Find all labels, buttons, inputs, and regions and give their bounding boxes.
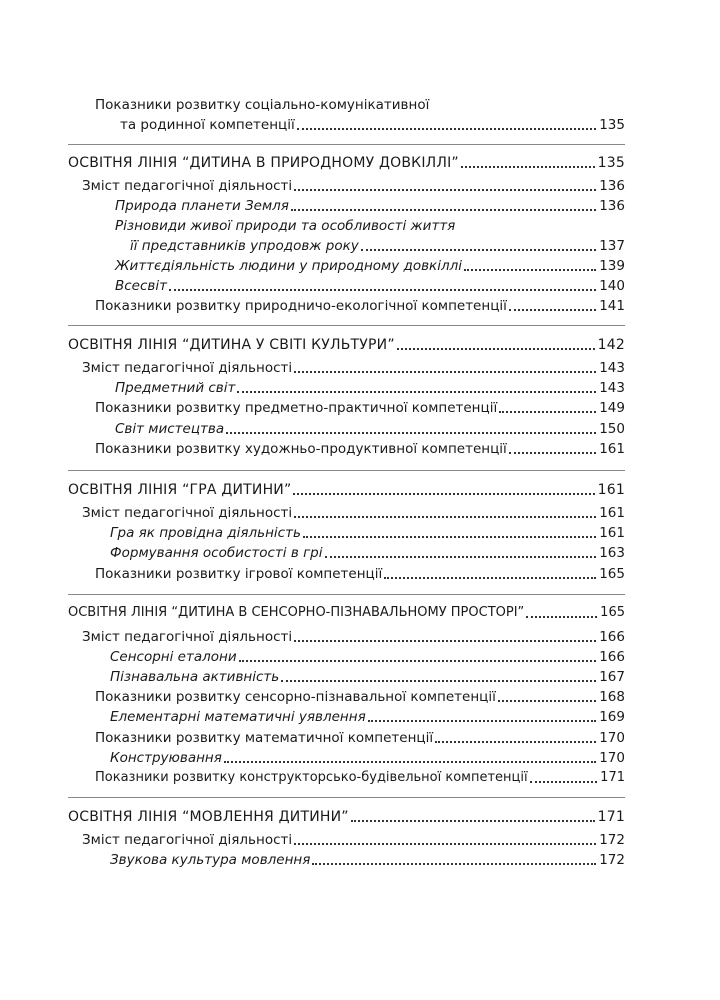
toc-page-number: 139 (599, 258, 625, 274)
toc-entry-text: ОСВІТНЯ ЛІНІЯ “ДИТИНА У СВІТІ КУЛЬТУРИ” (68, 337, 395, 353)
toc-entry-text: Зміст педагогічної діяльності (82, 505, 293, 521)
dot-leader (169, 288, 596, 291)
toc-entry-text: Показники розвитку сенсорно-пізнавальної компетенції (95, 689, 496, 705)
toc-entry (82, 628, 625, 646)
toc-entry-text: Всесвіт (115, 278, 167, 294)
toc-section-heading (68, 154, 625, 172)
toc-entry-text: Предметний світ (115, 380, 236, 396)
dot-leader (294, 515, 596, 518)
toc-page-number: 170 (599, 750, 625, 766)
toc-page-number: 170 (599, 730, 625, 746)
dot-leader (293, 492, 594, 495)
dot-leader (281, 679, 596, 682)
toc-page-number: 169 (599, 709, 625, 725)
toc-section-heading (68, 336, 625, 354)
dot-leader (464, 268, 596, 271)
toc-entry (120, 116, 625, 134)
toc-entry-text: Формування особистості в грі (110, 545, 323, 561)
toc-entry (115, 197, 625, 215)
dot-leader (294, 370, 596, 373)
toc-entry-text: Показники розвитку художньо-продуктивної компетенції (95, 441, 507, 457)
dot-leader (361, 248, 597, 251)
toc-page-number: 135 (597, 155, 625, 171)
toc-entry-text: Сенсорні еталони (110, 649, 237, 665)
toc-page-number: 142 (597, 337, 625, 353)
toc-entry-text: Світ мистецтва (115, 421, 225, 437)
toc-section-heading (68, 808, 625, 826)
toc-entry-text: Різновиди живої природи та особливості життя (115, 218, 456, 234)
toc-section-heading (68, 604, 625, 622)
divider (68, 470, 625, 471)
toc-entry (95, 297, 625, 315)
dot-leader (226, 431, 596, 434)
toc-entry-text: та родинної компетенції (120, 117, 295, 133)
toc-page-number: 171 (597, 809, 625, 825)
toc-entry (82, 831, 625, 849)
toc-entry (95, 769, 625, 787)
toc-entry (82, 359, 625, 377)
toc-entry-text: Зміст педагогічної діяльності (82, 178, 293, 194)
dot-leader (368, 719, 597, 722)
toc-page-number: 141 (599, 298, 625, 314)
dot-leader (509, 451, 596, 454)
toc-entry (110, 668, 625, 686)
dot-leader (294, 188, 596, 191)
toc-page-number: 166 (599, 649, 625, 665)
toc-page-number: 150 (599, 421, 625, 437)
toc-entry-text: ОСВІТНЯ ЛІНІЯ “ДИТИНА В СЕНСОРНО-ПІЗНАВАЛЬНОМУ ПРОСТОРІ” (68, 605, 525, 620)
dot-leader (526, 615, 597, 618)
toc-entry (95, 565, 625, 583)
toc-entry (95, 399, 625, 417)
toc-entry-text: Життєдіяльність людини у природному довкіллі (115, 258, 462, 274)
toc-entry (115, 257, 625, 275)
toc-entry (110, 749, 625, 767)
toc-page-number: 168 (599, 689, 625, 705)
dot-leader (294, 639, 596, 642)
toc-page-number: 143 (599, 380, 625, 396)
toc-entry-text: Зміст педагогічної діяльності (82, 629, 293, 645)
dot-leader (303, 535, 596, 538)
dot-leader (397, 347, 595, 350)
dot-leader (297, 127, 596, 130)
divider (68, 325, 625, 326)
toc-page-number: 161 (599, 441, 625, 457)
toc-page-number: 136 (599, 178, 625, 194)
toc-entry (130, 237, 625, 255)
toc-section-heading (68, 481, 625, 499)
divider (68, 797, 625, 798)
toc-page-number: 135 (599, 117, 625, 133)
toc-page-number: 137 (599, 238, 625, 254)
dot-leader (291, 208, 596, 211)
toc-entry (110, 524, 625, 542)
toc-entry (95, 729, 625, 747)
dot-leader (499, 410, 596, 413)
dot-leader (237, 390, 596, 393)
toc-entry-text: Природа планети Земля (115, 198, 289, 214)
dot-leader (384, 576, 596, 579)
toc-page-number: 136 (599, 198, 625, 214)
toc-entry-text: Конструювання (110, 750, 222, 766)
toc-page-number: 140 (599, 278, 625, 294)
toc-entry-text: ОСВІТНЯ ЛІНІЯ “ГРА ДИТИНИ” (68, 482, 292, 498)
toc-entry-text: Зміст педагогічної діяльності (82, 832, 293, 848)
divider (68, 594, 625, 595)
toc-entry (95, 688, 625, 706)
dot-leader (509, 308, 596, 311)
toc-page-number: 163 (599, 545, 625, 561)
toc-entry (82, 504, 625, 522)
toc-entry-text: ОСВІТНЯ ЛІНІЯ “ДИТИНА В ПРИРОДНОМУ ДОВКІЛЛІ” (68, 155, 459, 171)
toc-entry-text: Пізнавальна активність (110, 669, 280, 685)
toc-entry-text: Показники розвитку математичної компетенції (95, 730, 434, 746)
toc-page-number: 161 (599, 525, 625, 541)
toc-entry (115, 277, 625, 295)
toc-entry-text: Зміст педагогічної діяльності (82, 360, 293, 376)
toc-entry (110, 648, 625, 666)
dot-leader (312, 862, 596, 865)
dot-leader (294, 842, 596, 845)
toc-page-number: 165 (600, 605, 625, 620)
toc-entry (95, 440, 625, 458)
toc-page-number: 161 (597, 482, 625, 498)
toc-entry-text: Показники розвитку ігрової компетенції (95, 566, 383, 582)
toc-page-number: 143 (599, 360, 625, 376)
toc-page-number: 167 (599, 669, 625, 685)
dot-leader (325, 555, 597, 558)
dot-leader (530, 780, 598, 783)
toc-page-number: 171 (600, 770, 625, 785)
dot-leader (435, 740, 596, 743)
toc-entry-text: Показники розвитку конструкторсько-будівельної компетенції (95, 770, 528, 785)
toc-entry (110, 544, 625, 562)
toc-page-number: 166 (599, 629, 625, 645)
toc-entry-text: Показники розвитку предметно-практичної компетенції (95, 400, 498, 416)
toc-page-number: 172 (599, 852, 625, 868)
toc-entry (115, 420, 625, 438)
toc-entry (110, 851, 625, 869)
toc-entry-text: Показники розвитку природничо-екологічної компетенції (95, 298, 507, 314)
toc-page-number: 165 (599, 566, 625, 582)
dot-leader (351, 819, 595, 822)
dot-leader (498, 699, 596, 702)
toc-entry-text: Звукова культура мовлення (110, 852, 311, 868)
toc-entry (110, 708, 625, 726)
toc-entry-text: Показники розвитку соціально-комунікативної (95, 97, 430, 113)
toc-entry-text: її представників упродовж року (130, 238, 359, 254)
toc-page-number: 161 (599, 505, 625, 521)
toc-entry-text: Гра як провідна діяльність (110, 525, 301, 541)
dot-leader (461, 165, 595, 168)
toc-entry (82, 177, 625, 195)
toc-page-number: 149 (599, 400, 625, 416)
divider (68, 144, 625, 145)
toc-entry-text: Елементарні математичні уявлення (110, 709, 366, 725)
toc-page-number: 172 (599, 832, 625, 848)
dot-leader (224, 760, 596, 763)
dot-leader (239, 659, 597, 662)
toc-entry-text: ОСВІТНЯ ЛІНІЯ “МОВЛЕННЯ ДИТИНИ” (68, 809, 349, 825)
toc-entry (115, 379, 625, 397)
